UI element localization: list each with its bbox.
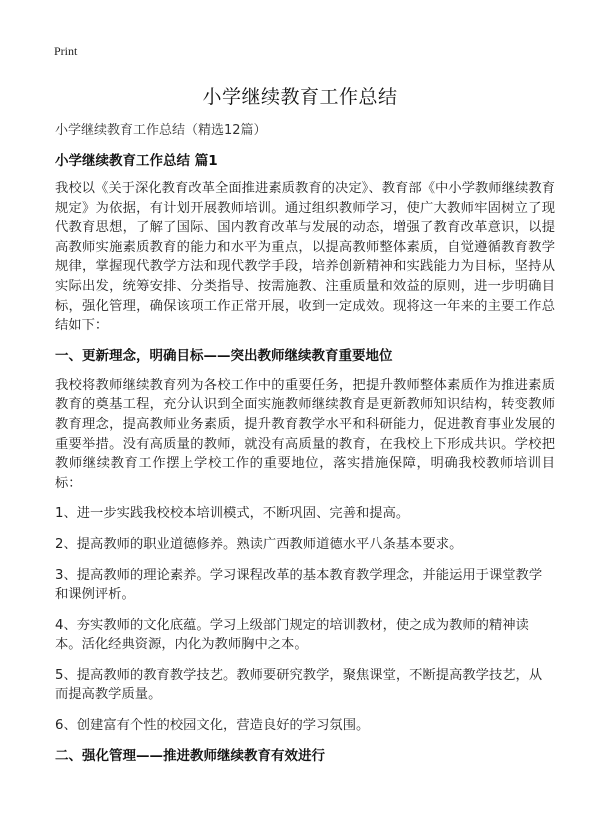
list-item-3: 3、提高教师的理论素养。学习课程改革的基本教育教学理念，并能运用于课堂教学和课例评析。 — [55, 567, 543, 603]
list-item-5: 5、提高教师的教育教学技艺。教师要研究教学，聚焦课堂，不断提高教学技艺，从而提高教学质量。 — [55, 667, 543, 703]
document-body — [55, 122, 555, 776]
document-title: 小学继续教育工作总结 — [202, 86, 398, 108]
article-heading: 小学继续教育工作总结 篇1 — [55, 153, 218, 169]
list-item-1: 1、进一步实践我校校本培训模式，不断巩固、完善和提高。 — [55, 506, 410, 522]
section-1-paragraph: 我校将教师继续教育列为各校工作中的重要任务，把提升教师整体素质作为推进素质教育的奠基工程，充分认识到全面实施教师继续教育是更新教师知识结构，转变教师教育理念，提高教师业务素质，提升教育教学水平和科研能力，促进教育事业发展的重要举措。没有高质量的教师，就没有高质量的教育，在我校上下形成共识。学校把教师继续教育工作摆上学校工作的重要地位，落实措施保障，明确我校教师培训目标： — [55, 377, 555, 491]
section-heading-2: 二、强化管理——推进教师继续教育有效进行 — [55, 747, 325, 764]
list-item-6: 6、创建富有个性的校园文化，营造良好的学习氛围。 — [55, 718, 370, 734]
list-item-4: 4、夯实教师的文化底蕴。学习上级部门规定的培训教材，使之成为教师的精神读本。活化经典资源，内化为教师胸中之本。 — [55, 617, 529, 653]
intro-paragraph: 我校以《关于深化教育改革全面推进素质教育的决定》、教育部《中小学教师继续教育规定》为依据，有计划开展教师培训。通过组织教师学习，使广大教师牢固树立了现代教育思想，了解了国际、国内教育改革与发展的动态，增强了教育改革意识，以提高教师实施素质教育的能力和水平为重点，以提高教师整体素质，自觉遵循教育教学规律，掌握现代教学方法和现代教学手段，培养创新精神和实践能力为目标，坚持从实际出发，统筹安排、分类指导、按需施教、注重质量和效益的原则，进一步明确目标，强化管理，确保该项工作正常开展，收到一定成效。现将这一年来的主要工作总结如下： — [55, 181, 555, 334]
section-heading-1: 一、更新理念，明确目标——突出教师继续教育重要地位 — [55, 347, 393, 364]
print-label: Print — [54, 44, 78, 58]
list-item-2: 2、提高教师的职业道德修养。熟读广西教师道德水平八条基本要求。 — [55, 536, 463, 552]
document-subtitle: 小学继续教育工作总结（精选12篇） — [55, 123, 267, 138]
